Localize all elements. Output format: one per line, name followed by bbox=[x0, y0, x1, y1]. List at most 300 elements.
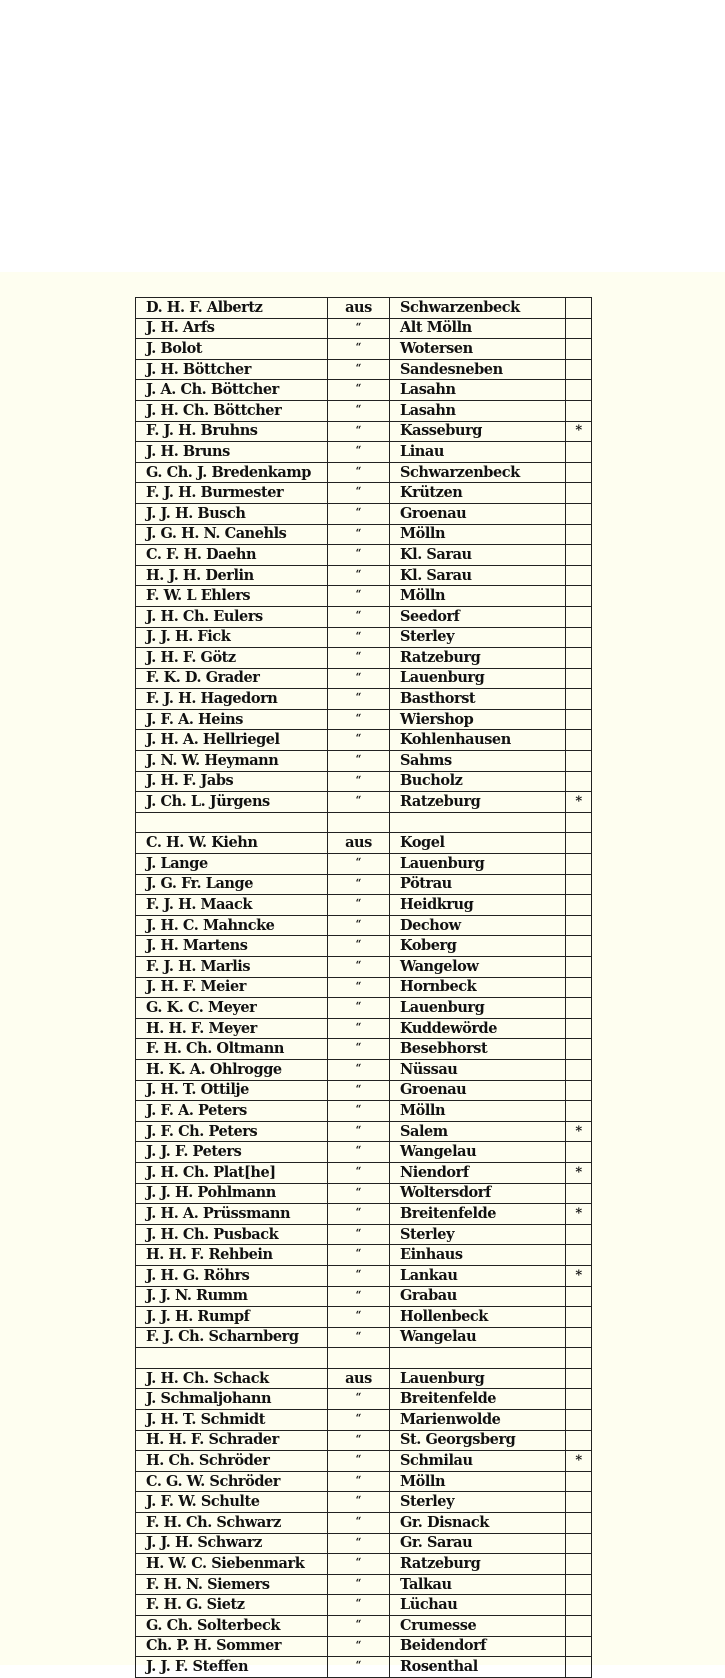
table-row bbox=[136, 1410, 592, 1431]
place-cell: Rosenthal bbox=[390, 1657, 566, 1678]
mark-cell: * bbox=[566, 1162, 592, 1183]
place-cell: Wotersen bbox=[390, 339, 566, 360]
place-cell: Wiershop bbox=[390, 709, 566, 730]
origin-cell: “ bbox=[328, 1533, 390, 1554]
name-cell: J. J. H. Fick bbox=[136, 627, 328, 648]
table-row bbox=[136, 668, 592, 689]
name-cell: F. J. Ch. Scharnberg bbox=[136, 1327, 328, 1348]
name-cell: J. Bolot bbox=[136, 339, 328, 360]
place-cell: Wangelau bbox=[390, 1327, 566, 1348]
place-cell: Kogel bbox=[390, 833, 566, 854]
mark-cell bbox=[566, 1554, 592, 1575]
mark-cell bbox=[566, 771, 592, 792]
mark-cell bbox=[566, 1348, 592, 1369]
mark-cell bbox=[566, 1080, 592, 1101]
mark-cell bbox=[566, 977, 592, 998]
place-cell: Beidendorf bbox=[390, 1636, 566, 1657]
place-cell: Crumesse bbox=[390, 1616, 566, 1637]
name-cell: J. J. F. Peters bbox=[136, 1142, 328, 1163]
name-cell: J. N. W. Heymann bbox=[136, 751, 328, 772]
name-cell: J. H. Ch. Pusback bbox=[136, 1224, 328, 1245]
mark-cell bbox=[566, 1533, 592, 1554]
place-cell: Mölln bbox=[390, 524, 566, 545]
name-cell: F. J. H. Bruhns bbox=[136, 421, 328, 442]
name-cell: H. Ch. Schröder bbox=[136, 1451, 328, 1472]
mark-cell bbox=[566, 298, 592, 319]
mark-cell bbox=[566, 545, 592, 566]
table-row bbox=[136, 442, 592, 463]
origin-cell: “ bbox=[328, 442, 390, 463]
name-cell: J. H. A. Prüssmann bbox=[136, 1204, 328, 1225]
name-cell: J. H. Ch. Plat[he] bbox=[136, 1162, 328, 1183]
mark-cell: * bbox=[566, 1121, 592, 1142]
mark-cell: * bbox=[566, 421, 592, 442]
origin-cell: “ bbox=[328, 1039, 390, 1060]
name-cell: C. H. W. Kiehn bbox=[136, 833, 328, 854]
origin-cell: “ bbox=[328, 1265, 390, 1286]
table-row bbox=[136, 586, 592, 607]
origin-cell: “ bbox=[328, 1616, 390, 1637]
table-row bbox=[136, 1059, 592, 1080]
place-cell bbox=[390, 1348, 566, 1369]
table-row bbox=[136, 1018, 592, 1039]
name-cell: F. H. Ch. Oltmann bbox=[136, 1039, 328, 1060]
place-cell: Heidkrug bbox=[390, 895, 566, 916]
name-cell: F. J. H. Maack bbox=[136, 895, 328, 916]
mark-cell bbox=[566, 462, 592, 483]
name-cell: J. H. T. Ottilje bbox=[136, 1080, 328, 1101]
table-row bbox=[136, 1471, 592, 1492]
name-cell: J. J. H. Schwarz bbox=[136, 1533, 328, 1554]
origin-cell: aus bbox=[328, 833, 390, 854]
name-cell: F. H. Ch. Schwarz bbox=[136, 1513, 328, 1534]
table-row bbox=[136, 709, 592, 730]
place-cell: Grabau bbox=[390, 1286, 566, 1307]
mark-cell bbox=[566, 1327, 592, 1348]
origin-cell: “ bbox=[328, 1327, 390, 1348]
place-cell: Lasahn bbox=[390, 380, 566, 401]
mark-cell bbox=[566, 565, 592, 586]
origin-cell: “ bbox=[328, 1451, 390, 1472]
table-row bbox=[136, 751, 592, 772]
name-cell: J. H. T. Schmidt bbox=[136, 1410, 328, 1431]
mark-cell bbox=[566, 709, 592, 730]
table-row bbox=[136, 1595, 592, 1616]
table-row bbox=[136, 977, 592, 998]
name-cell: J. F. A. Peters bbox=[136, 1101, 328, 1122]
name-cell: J. H. Martens bbox=[136, 936, 328, 957]
mark-cell bbox=[566, 812, 592, 833]
table-row bbox=[136, 998, 592, 1019]
table-row bbox=[136, 359, 592, 380]
table-row bbox=[136, 1554, 592, 1575]
table-row bbox=[136, 545, 592, 566]
place-cell: Sterley bbox=[390, 1224, 566, 1245]
place-cell: Schmilau bbox=[390, 1451, 566, 1472]
table-row bbox=[136, 812, 592, 833]
mark-cell bbox=[566, 668, 592, 689]
name-cell: F. K. D. Grader bbox=[136, 668, 328, 689]
mark-cell: * bbox=[566, 1451, 592, 1472]
name-cell: F. J. H. Hagedorn bbox=[136, 689, 328, 710]
mark-cell bbox=[566, 1492, 592, 1513]
place-cell: Lasahn bbox=[390, 400, 566, 421]
mark-cell bbox=[566, 874, 592, 895]
table-row bbox=[136, 1636, 592, 1657]
place-cell: Nüssau bbox=[390, 1059, 566, 1080]
mark-cell: * bbox=[566, 792, 592, 813]
origin-cell: “ bbox=[328, 771, 390, 792]
name-cell: J. A. Ch. Böttcher bbox=[136, 380, 328, 401]
origin-cell: “ bbox=[328, 606, 390, 627]
place-cell: Basthorst bbox=[390, 689, 566, 710]
table-body bbox=[136, 298, 592, 1678]
origin-cell: “ bbox=[328, 1554, 390, 1575]
place-cell: Wangelau bbox=[390, 1142, 566, 1163]
table-row bbox=[136, 874, 592, 895]
table-row bbox=[136, 606, 592, 627]
mark-cell bbox=[566, 1245, 592, 1266]
name-cell: J. F. Ch. Peters bbox=[136, 1121, 328, 1142]
table-row bbox=[136, 318, 592, 339]
origin-cell: aus bbox=[328, 1368, 390, 1389]
origin-cell: “ bbox=[328, 545, 390, 566]
name-cell: J. J. H. Rumpf bbox=[136, 1307, 328, 1328]
origin-cell: “ bbox=[328, 1080, 390, 1101]
origin-cell: “ bbox=[328, 1224, 390, 1245]
mark-cell bbox=[566, 648, 592, 669]
origin-cell: “ bbox=[328, 1101, 390, 1122]
table-row bbox=[136, 1616, 592, 1637]
origin-cell: aus bbox=[328, 298, 390, 319]
name-cell bbox=[136, 1348, 328, 1369]
origin-cell bbox=[328, 1348, 390, 1369]
mark-cell bbox=[566, 1307, 592, 1328]
origin-cell: “ bbox=[328, 1059, 390, 1080]
table-row bbox=[136, 1389, 592, 1410]
place-cell: Mölln bbox=[390, 1101, 566, 1122]
place-cell: Sterley bbox=[390, 627, 566, 648]
name-cell: J. H. F. Meier bbox=[136, 977, 328, 998]
name-cell: H. H. F. Schrader bbox=[136, 1430, 328, 1451]
table-row bbox=[136, 1121, 592, 1142]
mark-cell bbox=[566, 1636, 592, 1657]
name-cell: J. H. Böttcher bbox=[136, 359, 328, 380]
origin-cell: “ bbox=[328, 1307, 390, 1328]
origin-cell: “ bbox=[328, 1183, 390, 1204]
table-row bbox=[136, 1245, 592, 1266]
table-row bbox=[136, 1451, 592, 1472]
place-cell: Krützen bbox=[390, 483, 566, 504]
table-row bbox=[136, 421, 592, 442]
name-cell: H. H. F. Meyer bbox=[136, 1018, 328, 1039]
place-cell: Lauenburg bbox=[390, 854, 566, 875]
place-cell: Bucholz bbox=[390, 771, 566, 792]
place-cell: Breitenfelde bbox=[390, 1204, 566, 1225]
table-row bbox=[136, 1533, 592, 1554]
name-cell: H. K. A. Ohlrogge bbox=[136, 1059, 328, 1080]
place-cell: Linau bbox=[390, 442, 566, 463]
table-row bbox=[136, 689, 592, 710]
table-row bbox=[136, 462, 592, 483]
mark-cell bbox=[566, 586, 592, 607]
origin-cell: “ bbox=[328, 1513, 390, 1534]
table-row bbox=[136, 1307, 592, 1328]
name-cell: J. J. H. Busch bbox=[136, 503, 328, 524]
name-cell: J. J. N. Rumm bbox=[136, 1286, 328, 1307]
origin-cell bbox=[328, 812, 390, 833]
table-row bbox=[136, 503, 592, 524]
place-cell: Kasseburg bbox=[390, 421, 566, 442]
name-cell bbox=[136, 812, 328, 833]
place-cell: Gr. Sarau bbox=[390, 1533, 566, 1554]
place-cell: Breitenfelde bbox=[390, 1389, 566, 1410]
table-row bbox=[136, 524, 592, 545]
table-row bbox=[136, 792, 592, 813]
origin-cell: “ bbox=[328, 1492, 390, 1513]
place-cell: Lüchau bbox=[390, 1595, 566, 1616]
table-row bbox=[136, 854, 592, 875]
name-cell: J. H. F. Götz bbox=[136, 648, 328, 669]
origin-cell: “ bbox=[328, 421, 390, 442]
table-row bbox=[136, 1204, 592, 1225]
place-cell bbox=[390, 812, 566, 833]
table-row bbox=[136, 627, 592, 648]
name-cell: J. G. Fr. Lange bbox=[136, 874, 328, 895]
origin-cell: “ bbox=[328, 1657, 390, 1678]
name-list-table bbox=[135, 297, 592, 1678]
table-row bbox=[136, 1430, 592, 1451]
name-cell: G. Ch. J. Bredenkamp bbox=[136, 462, 328, 483]
origin-cell: “ bbox=[328, 854, 390, 875]
origin-cell: “ bbox=[328, 1574, 390, 1595]
place-cell: Marienwolde bbox=[390, 1410, 566, 1431]
mark-cell bbox=[566, 1142, 592, 1163]
origin-cell: “ bbox=[328, 751, 390, 772]
origin-cell: “ bbox=[328, 668, 390, 689]
origin-cell: “ bbox=[328, 648, 390, 669]
mark-cell bbox=[566, 1616, 592, 1637]
mark-cell bbox=[566, 689, 592, 710]
place-cell: Dechow bbox=[390, 915, 566, 936]
name-cell: J. H. Ch. Eulers bbox=[136, 606, 328, 627]
place-cell: Ratzeburg bbox=[390, 648, 566, 669]
origin-cell: “ bbox=[328, 1142, 390, 1163]
place-cell: Koberg bbox=[390, 936, 566, 957]
origin-cell: “ bbox=[328, 915, 390, 936]
table-row bbox=[136, 1286, 592, 1307]
place-cell: Lauenburg bbox=[390, 1368, 566, 1389]
mark-cell bbox=[566, 503, 592, 524]
place-cell: Sterley bbox=[390, 1492, 566, 1513]
mark-cell bbox=[566, 483, 592, 504]
place-cell: Einhaus bbox=[390, 1245, 566, 1266]
name-cell: Ch. P. H. Sommer bbox=[136, 1636, 328, 1657]
table-row bbox=[136, 1574, 592, 1595]
name-cell: G. Ch. Solterbeck bbox=[136, 1616, 328, 1637]
table-row bbox=[136, 1162, 592, 1183]
name-cell: F. J. H. Marlis bbox=[136, 957, 328, 978]
name-cell: J. J. F. Steffen bbox=[136, 1657, 328, 1678]
name-cell: J. F. A. Heins bbox=[136, 709, 328, 730]
place-cell: Ratzeburg bbox=[390, 792, 566, 813]
table-row bbox=[136, 1142, 592, 1163]
name-cell: J. H. C. Mahncke bbox=[136, 915, 328, 936]
mark-cell bbox=[566, 606, 592, 627]
name-cell: J. G. H. N. Canehls bbox=[136, 524, 328, 545]
mark-cell bbox=[566, 998, 592, 1019]
mark-cell bbox=[566, 1389, 592, 1410]
name-cell: H. W. C. Siebenmark bbox=[136, 1554, 328, 1575]
place-cell: Seedorf bbox=[390, 606, 566, 627]
place-cell: Kohlenhausen bbox=[390, 730, 566, 751]
origin-cell: “ bbox=[328, 1636, 390, 1657]
origin-cell: “ bbox=[328, 998, 390, 1019]
document-page bbox=[0, 272, 725, 1675]
origin-cell: “ bbox=[328, 977, 390, 998]
table-row bbox=[136, 298, 592, 319]
table-row bbox=[136, 1183, 592, 1204]
origin-cell: “ bbox=[328, 874, 390, 895]
table-row bbox=[136, 565, 592, 586]
mark-cell bbox=[566, 730, 592, 751]
table-row bbox=[136, 1224, 592, 1245]
table-row bbox=[136, 339, 592, 360]
mark-cell bbox=[566, 1595, 592, 1616]
place-cell: Mölln bbox=[390, 1471, 566, 1492]
name-cell: J. H. A. Hellriegel bbox=[136, 730, 328, 751]
place-cell: Pötrau bbox=[390, 874, 566, 895]
name-cell: J. Ch. L. Jürgens bbox=[136, 792, 328, 813]
name-cell: F. H. N. Siemers bbox=[136, 1574, 328, 1595]
table-row bbox=[136, 1101, 592, 1122]
mark-cell bbox=[566, 1039, 592, 1060]
place-cell: Niendorf bbox=[390, 1162, 566, 1183]
table-row bbox=[136, 1265, 592, 1286]
place-cell: Woltersdorf bbox=[390, 1183, 566, 1204]
place-cell: Sahms bbox=[390, 751, 566, 772]
mark-cell bbox=[566, 339, 592, 360]
place-cell: Groenau bbox=[390, 503, 566, 524]
mark-cell bbox=[566, 854, 592, 875]
name-cell: C. F. H. Daehn bbox=[136, 545, 328, 566]
origin-cell: “ bbox=[328, 895, 390, 916]
origin-cell: “ bbox=[328, 1018, 390, 1039]
place-cell: Kl. Sarau bbox=[390, 565, 566, 586]
place-cell: Mölln bbox=[390, 586, 566, 607]
mark-cell: * bbox=[566, 1265, 592, 1286]
mark-cell bbox=[566, 1368, 592, 1389]
table-row bbox=[136, 1327, 592, 1348]
table-row bbox=[136, 957, 592, 978]
mark-cell: * bbox=[566, 1204, 592, 1225]
mark-cell bbox=[566, 915, 592, 936]
place-cell: Wangelow bbox=[390, 957, 566, 978]
origin-cell: “ bbox=[328, 792, 390, 813]
origin-cell: “ bbox=[328, 957, 390, 978]
origin-cell: “ bbox=[328, 524, 390, 545]
mark-cell bbox=[566, 627, 592, 648]
mark-cell bbox=[566, 1513, 592, 1534]
origin-cell: “ bbox=[328, 1471, 390, 1492]
origin-cell: “ bbox=[328, 1204, 390, 1225]
origin-cell: “ bbox=[328, 339, 390, 360]
origin-cell: “ bbox=[328, 627, 390, 648]
mark-cell bbox=[566, 1430, 592, 1451]
table-row bbox=[136, 833, 592, 854]
place-cell: Groenau bbox=[390, 1080, 566, 1101]
table-row bbox=[136, 1513, 592, 1534]
place-cell: St. Georgsberg bbox=[390, 1430, 566, 1451]
place-cell: Lankau bbox=[390, 1265, 566, 1286]
name-cell: J. H. Arfs bbox=[136, 318, 328, 339]
place-cell: Kl. Sarau bbox=[390, 545, 566, 566]
origin-cell: “ bbox=[328, 1286, 390, 1307]
name-cell: J. F. W. Schulte bbox=[136, 1492, 328, 1513]
mark-cell bbox=[566, 359, 592, 380]
origin-cell: “ bbox=[328, 1121, 390, 1142]
name-cell: F. J. H. Burmester bbox=[136, 483, 328, 504]
origin-cell: “ bbox=[328, 1410, 390, 1431]
table-row bbox=[136, 895, 592, 916]
mark-cell bbox=[566, 1410, 592, 1431]
name-cell: D. H. F. Albertz bbox=[136, 298, 328, 319]
mark-cell bbox=[566, 1101, 592, 1122]
table-row bbox=[136, 915, 592, 936]
name-cell: J. H. Bruns bbox=[136, 442, 328, 463]
origin-cell: “ bbox=[328, 503, 390, 524]
name-cell: J. Schmaljohann bbox=[136, 1389, 328, 1410]
mark-cell bbox=[566, 1286, 592, 1307]
table-row bbox=[136, 936, 592, 957]
place-cell: Kuddewörde bbox=[390, 1018, 566, 1039]
table-row bbox=[136, 1080, 592, 1101]
mark-cell bbox=[566, 957, 592, 978]
name-cell: J. Lange bbox=[136, 854, 328, 875]
origin-cell: “ bbox=[328, 462, 390, 483]
origin-cell: “ bbox=[328, 380, 390, 401]
mark-cell bbox=[566, 400, 592, 421]
origin-cell: “ bbox=[328, 1389, 390, 1410]
mark-cell bbox=[566, 1018, 592, 1039]
table-row bbox=[136, 483, 592, 504]
place-cell: Salem bbox=[390, 1121, 566, 1142]
name-cell: J. H. Ch. Böttcher bbox=[136, 400, 328, 421]
name-cell: J. H. F. Jabs bbox=[136, 771, 328, 792]
mark-cell bbox=[566, 1224, 592, 1245]
origin-cell: “ bbox=[328, 709, 390, 730]
name-cell: J. H. Ch. Schack bbox=[136, 1368, 328, 1389]
place-cell: Schwarzenbeck bbox=[390, 298, 566, 319]
origin-cell: “ bbox=[328, 483, 390, 504]
table-row bbox=[136, 1368, 592, 1389]
mark-cell bbox=[566, 833, 592, 854]
mark-cell bbox=[566, 1657, 592, 1678]
place-cell: Lauenburg bbox=[390, 668, 566, 689]
mark-cell bbox=[566, 1574, 592, 1595]
place-cell: Sandesneben bbox=[390, 359, 566, 380]
origin-cell: “ bbox=[328, 586, 390, 607]
table-row bbox=[136, 1039, 592, 1060]
name-cell: F. W. L Ehlers bbox=[136, 586, 328, 607]
mark-cell bbox=[566, 1059, 592, 1080]
mark-cell bbox=[566, 380, 592, 401]
name-cell: F. H. G. Sietz bbox=[136, 1595, 328, 1616]
name-cell: H. H. F. Rehbein bbox=[136, 1245, 328, 1266]
place-cell: Alt Mölln bbox=[390, 318, 566, 339]
origin-cell: “ bbox=[328, 1245, 390, 1266]
origin-cell: “ bbox=[328, 565, 390, 586]
